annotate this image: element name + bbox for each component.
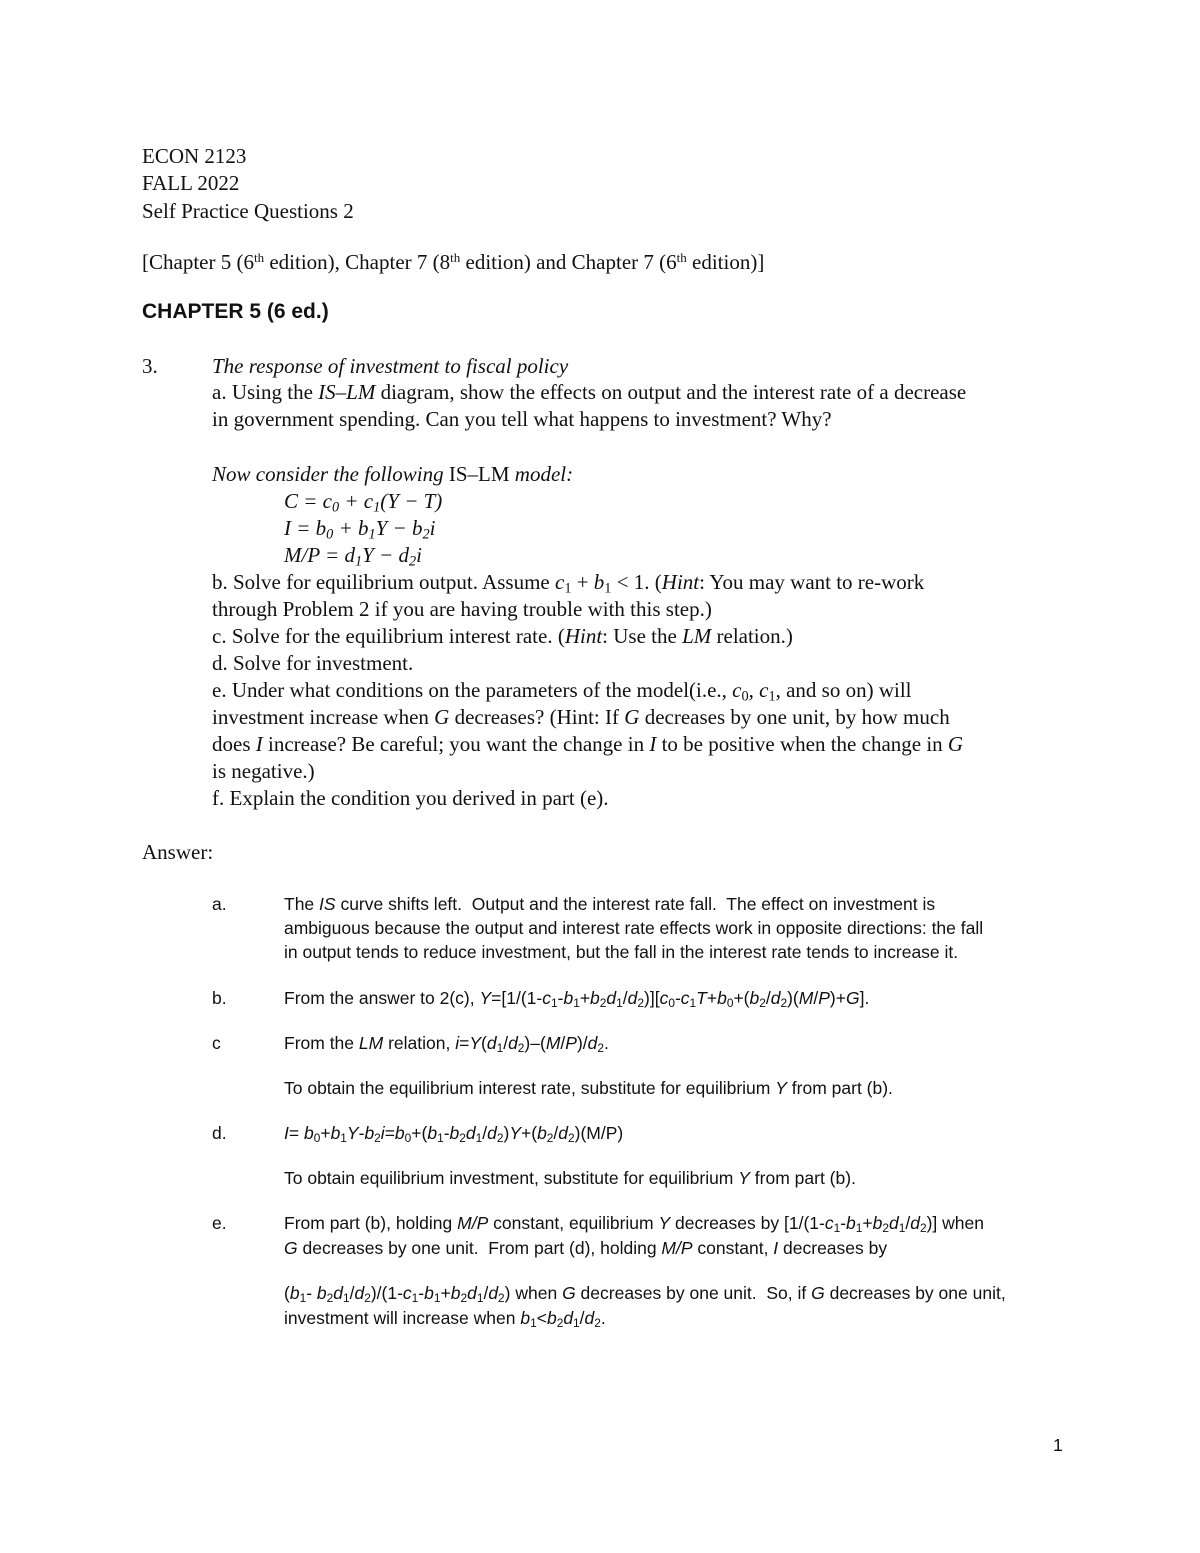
question-b-line2: through Problem 2 if you are having trouble with this step.) xyxy=(212,597,712,621)
question-e-line2: investment increase when G decreases? (Hint: If G decreases by one unit, by how much xyxy=(212,705,950,729)
answer-d-label: d. xyxy=(212,1123,227,1143)
answer-c-line1: From the LM relation, $i=Y(d_1/d_2)-(M/P)/d_2$. xyxy=(284,1033,609,1055)
answer-b-text: From the answer to 2(c), $Y=[1/(1-c_1-b_1+b_2d_1/d_2)][c_0-c_1T+b_0+(b_2/d_2)(M/P)+G]$. xyxy=(284,988,870,1010)
answer-a-line1: The IS curve shifts left. Output and the interest rate fall. The effect on investment is xyxy=(284,894,936,914)
answer-e-line2: G decreases by one unit. From part (d), holding M/P constant, I decreases by xyxy=(284,1238,888,1258)
answer-a-label: a. xyxy=(212,894,227,914)
equation-consumption: $C = c_0 + c_1(Y - T)$ xyxy=(284,489,443,516)
answer-e-line3: ($b_1-$ $b_2d_1/d_2)/(1-c_1-b_1+b_2d_1/d_2)$ when G decreases by one unit. So, if G decreases by one unit, xyxy=(284,1283,1006,1305)
answer-a-line2: ambiguous because the output and interest rate effects work in opposite directions: the fall xyxy=(284,918,984,938)
equation-investment: $I = b_0 + b_1Y - b_2i$ xyxy=(284,516,436,543)
chapters-line: [Chapter 5 (6th edition), Chapter 7 (8th edition) and Chapter 7 (6th edition)] xyxy=(142,249,765,274)
question-e-line1: e. Under what conditions on the parameters of the model(i.e., $c_0$, $c_1$, and so on) will xyxy=(212,678,912,705)
answer-a-line3: in output tends to reduce investment, but the fall in the interest rate tends to increase it. xyxy=(284,942,959,962)
section-heading: CHAPTER 5 (6 ed.) xyxy=(142,300,329,323)
answer-heading: Answer: xyxy=(142,840,214,864)
answer-e-label: e. xyxy=(212,1213,227,1233)
answer-d-line1: $I= b_0+b_1Y-b_2i=b_0+(b_1-b_2d_1/d_2)Y+(b_2/d_2)(M/P)$ xyxy=(284,1123,624,1145)
equation-money: $M/P = d_1Y - d_2i$ xyxy=(284,543,422,570)
page-number: 1 xyxy=(1053,1435,1063,1455)
answer-c-label: c xyxy=(212,1033,221,1053)
question-title: The response of investment to fiscal policy xyxy=(212,354,569,378)
question-e-line4: is negative.) xyxy=(212,759,315,783)
question-a-line2: in government spending. Can you tell what happens to investment? Why? xyxy=(212,407,832,431)
question-c: c. Solve for the equilibrium interest rate. (Hint: Use the LM relation.) xyxy=(212,624,793,648)
question-a-line1: a. Using the IS–LM diagram, show the effects on output and the interest rate of a decrease xyxy=(212,380,967,404)
answer-d-line2: To obtain equilibrium investment, substitute for equilibrium Y from part (b). xyxy=(284,1168,856,1188)
question-d: d. Solve for investment. xyxy=(212,651,414,675)
model-intro: Now consider the following IS–LM model: xyxy=(212,462,574,486)
question-e-line3: does I increase? Be careful; you want the change in I to be positive when the change in G xyxy=(212,732,964,756)
question-number: 3. xyxy=(142,354,158,378)
course-code: ECON 2123 xyxy=(142,144,247,168)
answer-c-line2: To obtain the equilibrium interest rate, substitute for equilibrium Y from part (b). xyxy=(284,1078,893,1098)
answer-e-line4: investment will increase when $b_1<b_2d_1/d_2$. xyxy=(284,1308,606,1330)
answer-e-line1: From part (b), holding M/P constant, equilibrium Y decreases by $[1/(1-c_1-b_1+b_2d_1/d_2)]$ when xyxy=(284,1213,984,1235)
question-f: f. Explain the condition you derived in part (e). xyxy=(212,786,609,810)
term: FALL 2022 xyxy=(142,171,240,195)
answer-b-label: b. xyxy=(212,988,227,1008)
document-title: Self Practice Questions 2 xyxy=(142,199,354,223)
question-b-line1: b. Solve for equilibrium output. Assume $c_1 + b_1 < 1$. (Hint: You may want to re-work xyxy=(212,570,925,597)
